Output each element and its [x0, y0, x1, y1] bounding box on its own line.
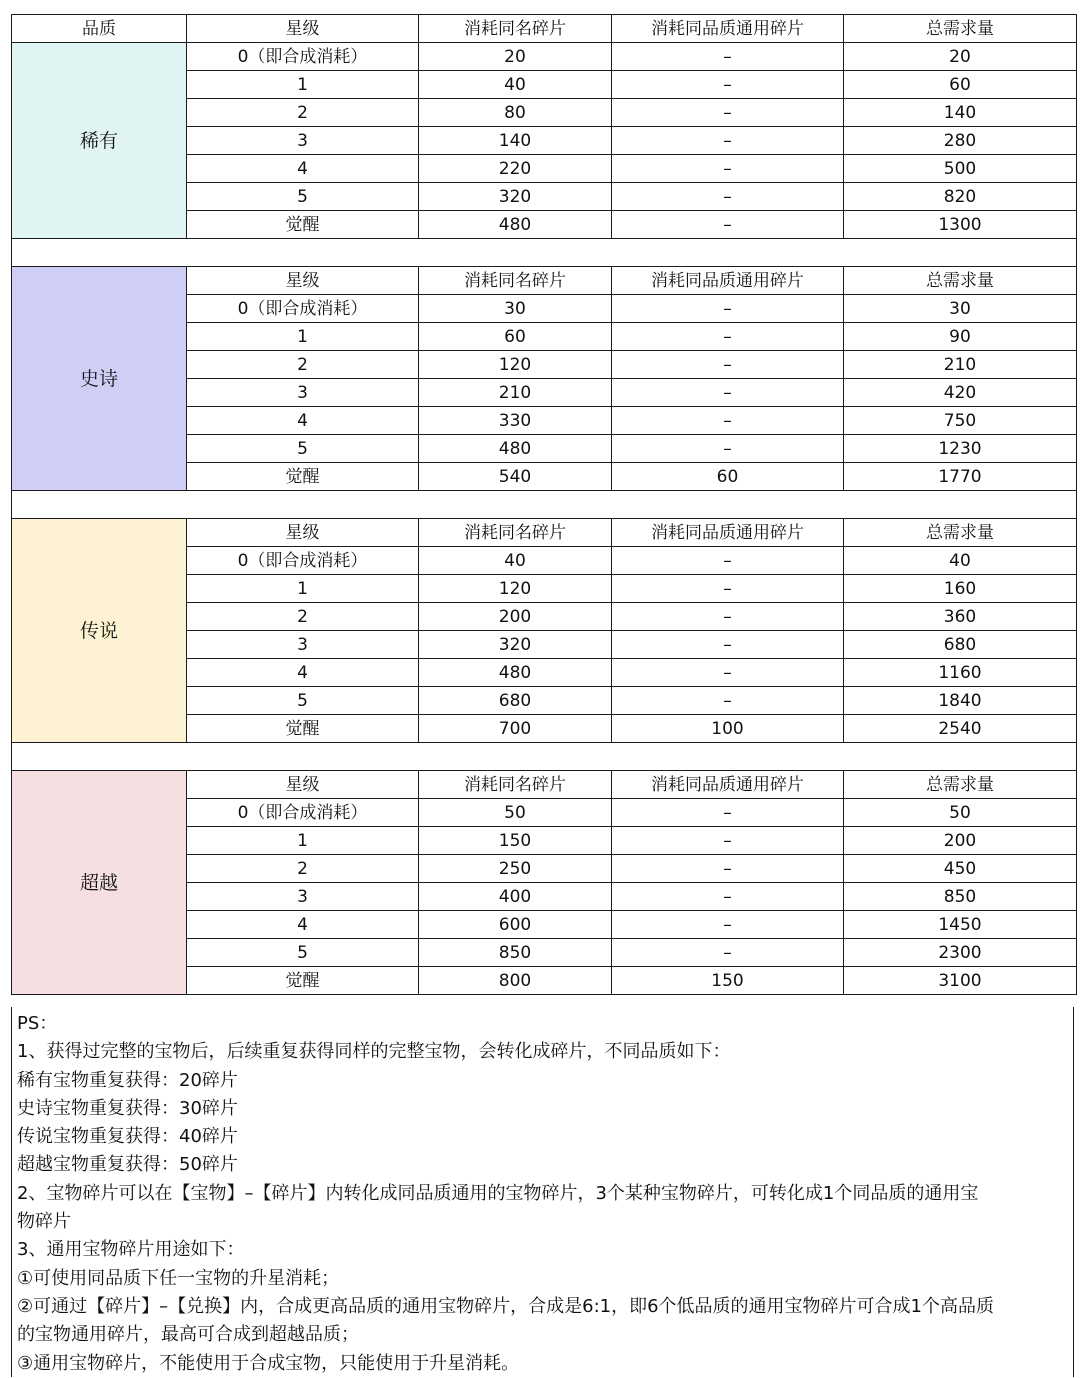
generic-fragments-cell: 150: [612, 967, 844, 995]
generic-fragments-cell: –: [612, 547, 844, 575]
note-line: 传说宝物重复获得：40碎片: [17, 1126, 238, 1148]
same-fragments-cell: 400: [419, 883, 612, 911]
total-cell: 90: [844, 323, 1077, 351]
total-cell: 850: [844, 883, 1077, 911]
star-cell: 觉醒: [187, 211, 419, 239]
total-cell: 420: [844, 379, 1077, 407]
star-cell: 0（即合成消耗）: [187, 799, 419, 827]
header-star: 星级: [187, 15, 419, 43]
total-cell: 820: [844, 183, 1077, 211]
same-fragments-cell: 850: [419, 939, 612, 967]
total-cell: 1160: [844, 659, 1077, 687]
star-cell: 5: [187, 435, 419, 463]
generic-fragments-cell: –: [612, 379, 844, 407]
total-cell: 200: [844, 827, 1077, 855]
star-cell: 0（即合成消耗）: [187, 547, 419, 575]
same-fragments-cell: 480: [419, 659, 612, 687]
generic-fragments-cell: 100: [612, 715, 844, 743]
star-cell: 3: [187, 631, 419, 659]
generic-fragments-cell: –: [612, 659, 844, 687]
quality-label: 超越: [12, 771, 187, 995]
note-line: 的宝物通用碎片，最高可合成到超越品质；: [17, 1324, 359, 1346]
same-fragments-cell: 40: [419, 71, 612, 99]
total-cell: 210: [844, 351, 1077, 379]
generic-fragments-cell: –: [612, 687, 844, 715]
note-line: 超越宝物重复获得：50碎片: [17, 1154, 238, 1176]
note-line: 物碎片: [17, 1211, 71, 1233]
generic-fragments-cell: –: [612, 435, 844, 463]
note-line: 1、获得过完整的宝物后，后续重复获得同样的完整宝物，会转化成碎片，不同品质如下：: [17, 1041, 731, 1063]
header-star: 星级: [187, 267, 419, 295]
total-cell: 3100: [844, 967, 1077, 995]
note-line: PS：: [17, 1013, 58, 1034]
generic-fragments-cell: –: [612, 855, 844, 883]
header-same-fragments: 消耗同名碎片: [419, 15, 612, 43]
note-line: ①可使用同品质下任一宝物的升星消耗；: [17, 1267, 340, 1289]
star-cell: 2: [187, 99, 419, 127]
star-cell: 1: [187, 71, 419, 99]
star-cell: 3: [187, 127, 419, 155]
generic-fragments-cell: –: [612, 799, 844, 827]
quality-label: 传说: [12, 519, 187, 743]
star-cell: 觉醒: [187, 967, 419, 995]
same-fragments-cell: 220: [419, 155, 612, 183]
total-cell: 1840: [844, 687, 1077, 715]
same-fragments-cell: 140: [419, 127, 612, 155]
same-fragments-cell: 210: [419, 379, 612, 407]
same-fragments-cell: 60: [419, 323, 612, 351]
star-cell: 4: [187, 911, 419, 939]
star-cell: 0（即合成消耗）: [187, 43, 419, 71]
star-cell: 2: [187, 855, 419, 883]
star-cell: 0（即合成消耗）: [187, 295, 419, 323]
star-cell: 觉醒: [187, 463, 419, 491]
same-fragments-cell: 40: [419, 547, 612, 575]
generic-fragments-cell: –: [612, 407, 844, 435]
total-cell: 1450: [844, 911, 1077, 939]
quality-label: 稀有: [12, 43, 187, 239]
star-cell: 3: [187, 379, 419, 407]
header-same-fragments: 消耗同名碎片: [419, 519, 612, 547]
star-cell: 1: [187, 323, 419, 351]
total-cell: 30: [844, 295, 1077, 323]
same-fragments-cell: 50: [419, 799, 612, 827]
same-fragments-cell: 480: [419, 211, 612, 239]
header-generic-fragments: 消耗同品质通用碎片: [612, 519, 844, 547]
fragment-cost-table: [11, 14, 1077, 995]
generic-fragments-cell: –: [612, 603, 844, 631]
same-fragments-cell: 700: [419, 715, 612, 743]
notes-panel: [11, 1007, 1074, 1377]
note-line: 2、宝物碎片可以在【宝物】–【碎片】内转化成同品质通用的宝物碎片，3个某种宝物碎片，可转化成1个同品质的通用宝: [17, 1182, 979, 1204]
generic-fragments-cell: –: [612, 939, 844, 967]
spacer-cell: [12, 491, 1077, 519]
generic-fragments-cell: –: [612, 71, 844, 99]
star-cell: 4: [187, 407, 419, 435]
generic-fragments-cell: –: [612, 883, 844, 911]
spacer-row: [12, 239, 1077, 267]
total-cell: 360: [844, 603, 1077, 631]
star-cell: 4: [187, 659, 419, 687]
same-fragments-cell: 600: [419, 911, 612, 939]
header-total: 总需求量: [844, 519, 1077, 547]
generic-fragments-cell: 60: [612, 463, 844, 491]
total-cell: 1770: [844, 463, 1077, 491]
same-fragments-cell: 680: [419, 687, 612, 715]
same-fragments-cell: 800: [419, 967, 612, 995]
total-cell: 500: [844, 155, 1077, 183]
same-fragments-cell: 200: [419, 603, 612, 631]
star-cell: 2: [187, 351, 419, 379]
note-line: 稀有宝物重复获得：20碎片: [17, 1069, 238, 1091]
spacer-row: [12, 491, 1077, 519]
generic-fragments-cell: –: [612, 631, 844, 659]
header-total: 总需求量: [844, 267, 1077, 295]
table-row: [12, 43, 1077, 71]
total-cell: 50: [844, 799, 1077, 827]
generic-fragments-cell: –: [612, 575, 844, 603]
total-cell: 40: [844, 547, 1077, 575]
note-line: 史诗宝物重复获得：30碎片: [17, 1097, 238, 1119]
header-quality: 品质: [12, 15, 187, 43]
generic-fragments-cell: –: [612, 183, 844, 211]
total-cell: 680: [844, 631, 1077, 659]
group-header-row: [12, 519, 1077, 547]
note-line: 3、通用宝物碎片用途如下：: [17, 1239, 245, 1261]
same-fragments-cell: 120: [419, 351, 612, 379]
same-fragments-cell: 250: [419, 855, 612, 883]
star-cell: 2: [187, 603, 419, 631]
group-header-row: [12, 267, 1077, 295]
generic-fragments-cell: –: [612, 127, 844, 155]
generic-fragments-cell: –: [612, 911, 844, 939]
total-cell: 20: [844, 43, 1077, 71]
header-generic-fragments: 消耗同品质通用碎片: [612, 267, 844, 295]
total-cell: 280: [844, 127, 1077, 155]
generic-fragments-cell: –: [612, 351, 844, 379]
fragment-cost-table-body: [12, 15, 1077, 995]
header-row: [12, 15, 1077, 43]
generic-fragments-cell: –: [612, 155, 844, 183]
spacer-cell: [12, 239, 1077, 267]
same-fragments-cell: 540: [419, 463, 612, 491]
star-cell: 1: [187, 827, 419, 855]
generic-fragments-cell: –: [612, 827, 844, 855]
star-cell: 5: [187, 939, 419, 967]
same-fragments-cell: 480: [419, 435, 612, 463]
generic-fragments-cell: –: [612, 295, 844, 323]
generic-fragments-cell: –: [612, 211, 844, 239]
spacer-row: [12, 743, 1077, 771]
same-fragments-cell: 20: [419, 43, 612, 71]
star-cell: 觉醒: [187, 715, 419, 743]
generic-fragments-cell: –: [612, 43, 844, 71]
star-cell: 1: [187, 575, 419, 603]
generic-fragments-cell: –: [612, 323, 844, 351]
group-header-row: [12, 771, 1077, 799]
same-fragments-cell: 320: [419, 631, 612, 659]
header-total: 总需求量: [844, 15, 1077, 43]
header-star: 星级: [187, 519, 419, 547]
total-cell: 60: [844, 71, 1077, 99]
total-cell: 1300: [844, 211, 1077, 239]
same-fragments-cell: 80: [419, 99, 612, 127]
total-cell: 2300: [844, 939, 1077, 967]
note-line: ②可通过【碎片】–【兑换】内，合成更高品质的通用宝物碎片，合成是6:1，即6个低品质的通用宝物碎片可合成1个高品质: [17, 1295, 995, 1317]
total-cell: 450: [844, 855, 1077, 883]
generic-fragments-cell: –: [612, 99, 844, 127]
header-generic-fragments: 消耗同品质通用碎片: [612, 15, 844, 43]
same-fragments-cell: 120: [419, 575, 612, 603]
same-fragments-cell: 320: [419, 183, 612, 211]
note-line: ③通用宝物碎片，不能使用于合成宝物，只能使用于升星消耗。: [17, 1352, 520, 1374]
total-cell: 2540: [844, 715, 1077, 743]
header-star: 星级: [187, 771, 419, 799]
same-fragments-cell: 330: [419, 407, 612, 435]
spacer-cell: [12, 743, 1077, 771]
total-cell: 750: [844, 407, 1077, 435]
quality-label: 史诗: [12, 267, 187, 491]
same-fragments-cell: 30: [419, 295, 612, 323]
total-cell: 1230: [844, 435, 1077, 463]
header-generic-fragments: 消耗同品质通用碎片: [612, 771, 844, 799]
star-cell: 4: [187, 155, 419, 183]
star-cell: 5: [187, 687, 419, 715]
header-same-fragments: 消耗同名碎片: [419, 267, 612, 295]
total-cell: 160: [844, 575, 1077, 603]
header-total: 总需求量: [844, 771, 1077, 799]
star-cell: 3: [187, 883, 419, 911]
header-same-fragments: 消耗同名碎片: [419, 771, 612, 799]
same-fragments-cell: 150: [419, 827, 612, 855]
total-cell: 140: [844, 99, 1077, 127]
star-cell: 5: [187, 183, 419, 211]
